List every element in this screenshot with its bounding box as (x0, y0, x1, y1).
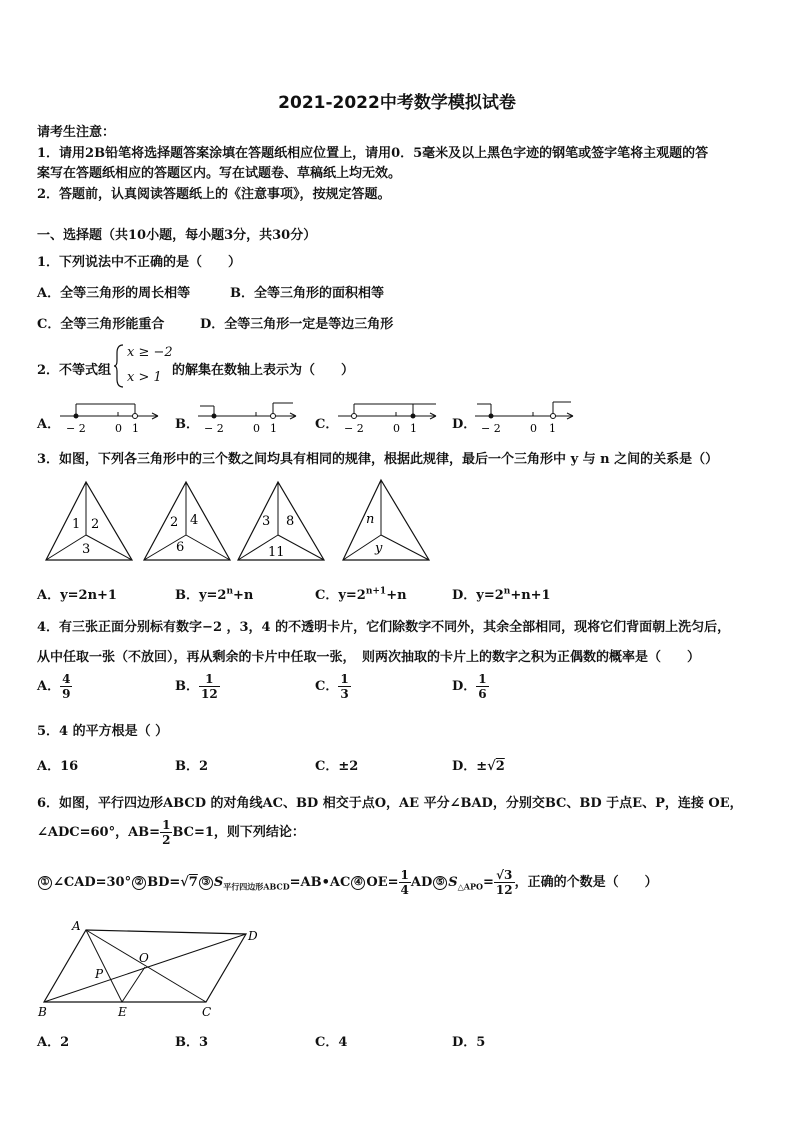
q3-t2-left: 2 (170, 515, 179, 530)
notice-line-1a: 1．请用2B铅笔将选择题答案涂填在答题纸相应位置上，请用0．5毫米及以上黑色字迹的钢笔或签字笔将主观题的答 (37, 146, 709, 161)
q2-option-b-label: B． (175, 417, 199, 432)
q5-stem: 5．4 的平方根是（ ） (37, 724, 169, 739)
q6-label-o: O (139, 951, 149, 965)
q3-t3-left: 3 (262, 514, 271, 529)
q2-d-tick-0: 0 (530, 422, 537, 435)
q3-t1-right: 2 (91, 517, 100, 532)
q3-option-d: D．$y=2^n+n+1$ (452, 586, 551, 603)
q5-option-c: C．±2 (315, 759, 359, 774)
q1-stem: 1．下列说法中不正确的是（ ） (37, 255, 242, 270)
q6-option-d: D．5 (452, 1035, 486, 1050)
q2-option-d-label: D． (452, 417, 477, 432)
q4-line-1: 4．有三张正面分别标有数字−2 ，3，4 的不透明卡片，它们除数字不同外，其余全部相同，现将它们背面朝上洗匀后， (37, 620, 731, 635)
section-heading: 一、选择题（共10小题，每小题3分，共30分） (37, 228, 317, 243)
q6-label-c: C (202, 1005, 212, 1019)
q2-c-tick-m2: − 2 (344, 422, 364, 435)
q1-option-b: B．全等三角形的面积相等 (230, 286, 384, 301)
q2-b-tick-1: 1 (270, 422, 277, 435)
q2-a-tick-m2: − 2 (66, 422, 86, 435)
q1-option-c: C．全等三角形能重合 (37, 317, 165, 332)
q3-triangle-4 (343, 478, 433, 565)
q6-line-2: ∠ADC=60°，AB= $\frac{1}{2}$ BC=1，则下列结论： (37, 818, 305, 847)
q6-line-1: 6．如图，平行四边形ABCD 的对角线AC、BD 相交于点O，AE 平分∠BAD，分别交BC、BD 于点E、P，连接 OE， (37, 796, 743, 811)
q3-option-b: B．$y=2^n+n$ (175, 586, 254, 603)
q2-prefix: 2．不等式组 (37, 363, 112, 378)
q3-t3-right: 8 (286, 514, 295, 529)
q2-number-line-c (338, 398, 443, 438)
q3-t3-bottom: 11 (268, 545, 285, 560)
q6-option-c: C．4 (315, 1035, 348, 1050)
q3-stem: 3．如图，下列各三角形中的三个数之间均具有相同的规律，根据此规律，最后一个三角形中 y 与 n 之间的关系是（） (37, 452, 719, 467)
q6-label-a: A (72, 919, 81, 933)
q5-option-a: A．16 (37, 759, 79, 774)
q2-inequality-1: x ≥ −2 (127, 345, 173, 360)
q4-option-d: D． $\frac{1}{6}$ (452, 672, 487, 701)
q1-option-a: A．全等三角形的周长相等 (37, 286, 191, 301)
q2-a-tick-1: 1 (132, 422, 139, 435)
q3-t4-left: n (366, 512, 375, 527)
q2-a-tick-0: 0 (115, 422, 122, 435)
q3-triangle-3 (238, 480, 328, 565)
q4-line-2: 从中任取一张（不放回），再从剩余的卡片中任取一张， 则两次抽取的卡片上的数字之积为正偶数的概率是（ ） (37, 650, 701, 665)
q2-number-line-b (198, 398, 303, 438)
q6-label-b: B (38, 1005, 47, 1019)
q2-c-tick-0: 0 (393, 422, 400, 435)
q3-t2-bottom: 6 (176, 540, 185, 555)
q1-option-d: D．全等三角形一定是等边三角形 (200, 317, 394, 332)
q2-c-tick-1: 1 (410, 422, 417, 435)
q3-option-c: C．$y=2^{n+1}+n$ (315, 586, 407, 603)
q3-t1-left: 1 (72, 517, 81, 532)
notice-line-2: 2．答题前，认真阅读答题纸上的《注意事项》，按规定答题。 (37, 187, 391, 202)
q5-option-b: B．2 (175, 759, 209, 774)
q6-label-e: E (118, 1005, 127, 1019)
q6-label-p: P (95, 967, 104, 981)
notice-heading: 请考生注意： (37, 125, 116, 140)
q4-option-c: C． $\frac{1}{3}$ (315, 672, 349, 701)
q6-parallelogram-figure (36, 918, 266, 1023)
q3-t4-bottom: y (375, 541, 383, 556)
q4-option-b: B． $\frac{1}{12}$ (175, 672, 218, 701)
q2-d-tick-m2: − 2 (481, 422, 501, 435)
q2-number-line-a (60, 398, 165, 438)
q2-option-a-label: A． (37, 417, 61, 432)
q2-b-tick-m2: − 2 (204, 422, 224, 435)
q3-t1-bottom: 3 (82, 542, 91, 557)
q2-b-tick-0: 0 (253, 422, 260, 435)
q2-option-c-label: C． (315, 417, 339, 432)
q2-d-tick-1: 1 (549, 422, 556, 435)
q3-option-a: A．y=2n+1 (37, 588, 117, 603)
q3-t2-right: 4 (190, 513, 199, 528)
q2-number-line-d (475, 398, 580, 438)
q4-option-a: A． $\frac{4}{9}$ (37, 672, 71, 701)
q2-suffix: 的解集在数轴上表示为（ ） (172, 363, 355, 378)
q6-label-d: D (248, 929, 258, 943)
q6-option-a: A．2 (37, 1035, 70, 1050)
q6-conclusions: ① ∠CAD=30° ② BD=√7 ③ $S_{平行四边形ABCD}=AB•AC$ ④ OE= $\frac{1}{4}$ AD ⑤ $S_{\triangle APO}=$ $\frac{√3}{12}$ ，正确的个数是（ ） (37, 868, 658, 897)
q3-triangle-1 (46, 480, 136, 565)
q3-triangle-2 (144, 480, 234, 565)
q6-option-b: B．3 (175, 1035, 209, 1050)
q5-option-d: D．±√2 (452, 759, 505, 774)
q2-inequality-2: x > 1 (127, 370, 162, 385)
notice-line-1b: 案写在答题纸相应的答题区内。写在试题卷、草稿纸上均无效。 (37, 166, 402, 181)
page-title: 2021-2022中考数学模拟试卷 (278, 93, 516, 113)
